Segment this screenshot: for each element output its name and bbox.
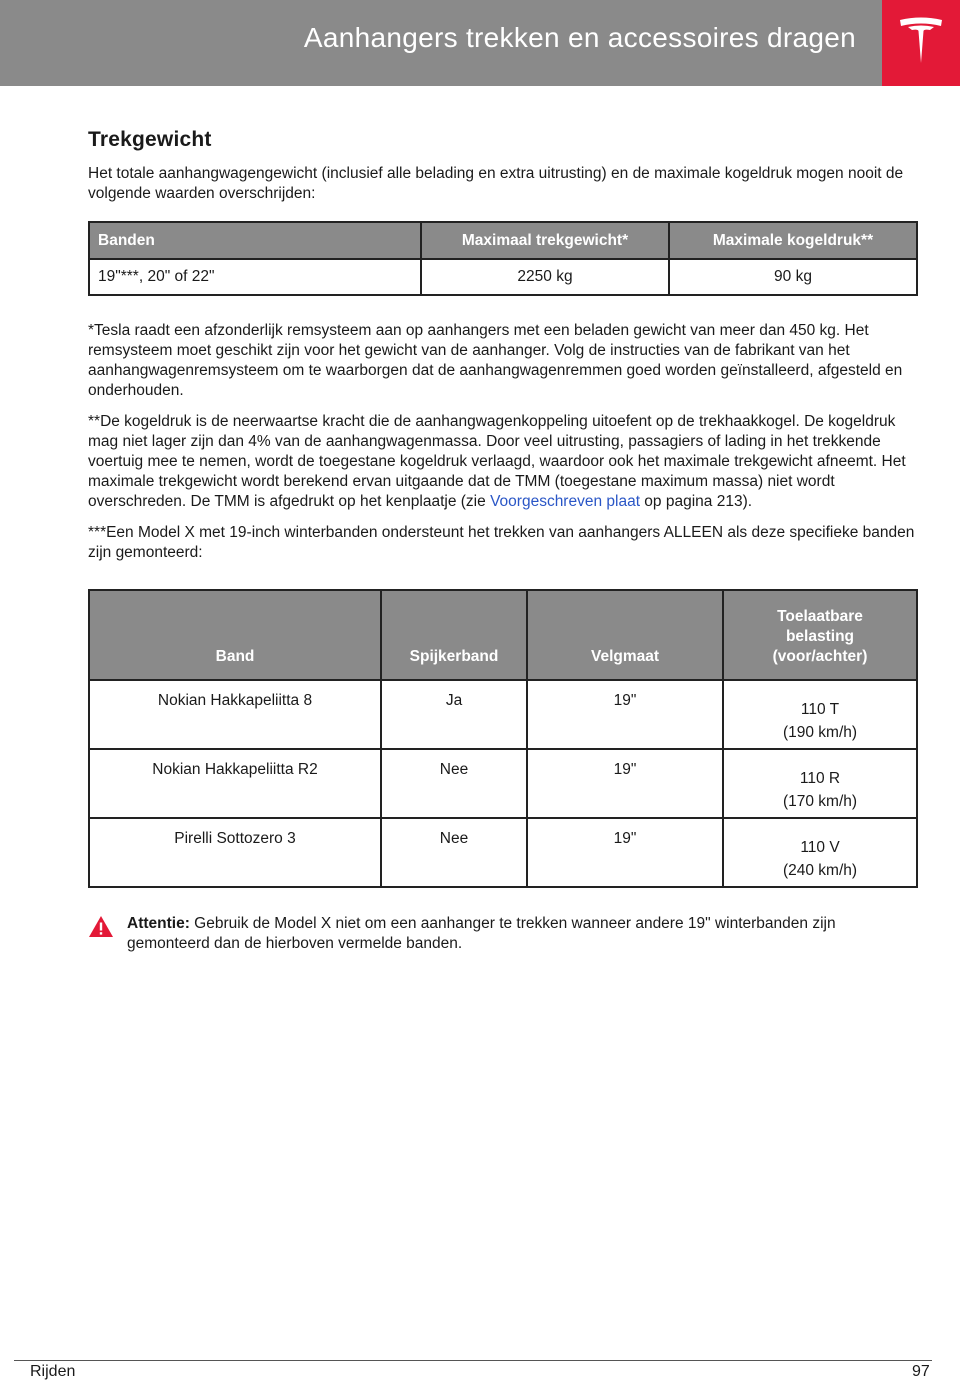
- table-row: [89, 749, 917, 818]
- table-row: [89, 818, 917, 887]
- warning-text: [127, 914, 918, 954]
- footnote-brake: *Tesla raadt een afzonderlijk remsysteem aan op aanhangers met een beladen gewicht van meer dan 450 kg. Het remsysteem moet geschikt zijn voor het gewicht van de aanhanger. Volg de instructies van de fabrikant van het aanhangwagenremsysteem om te waarborgen dat de aanhangwagenremmen goed worden geïnstalleerd, afgesteld en onderhouden.: [88, 322, 903, 399]
- table-cell: 19"***, 20" of 22": [89, 259, 421, 295]
- column-header-velgmaat: Velgmaat: [527, 590, 723, 680]
- warning-body: Gebruik de Model X niet om een aanhanger te trekken wanneer andere 19" winterbanden zijn gemonteerd dan de hierboven vermelde banden.: [127, 915, 836, 952]
- load-index: 110 V: [800, 839, 840, 856]
- speed-rating: (170 km/h): [782, 793, 858, 810]
- table-cell-stud: Nee: [381, 818, 527, 887]
- table-cell: 2250 kg: [421, 259, 669, 295]
- footnote-text: **De kogeldruk is de neerwaartse kracht die de aanhangwagenkoppeling uitoefent op de trekhaakkogel. De kogeldruk mag niet lager zijn dan 4% van de aanhangwagenmassa. Door veel uitrusting, passagiers of lading in het trekkende voertuig mee te nemen, wordt de toegestane kogeldruk verlaagd, waardoor ook het maximale trekgewicht afneemt. Het maximale trekgewicht wordt berekend ervan uitgaande dat de TMM (toegestane maximum massa) niet wordt overschreden. De TMM is afgedrukt op het kenplaatje (zie: [88, 413, 906, 510]
- footnote-winter-tires: ***Een Model X met 19-inch winterbanden ondersteunt het trekken van aanhangers ALLEEN als deze specifieke banden zijn gemonteerd:: [88, 524, 915, 561]
- warning-notice: [88, 914, 918, 954]
- table-row: [89, 680, 917, 749]
- warning-triangle-icon: [88, 915, 114, 938]
- column-header-max-kogeldruk: Maximale kogeldruk**: [669, 222, 917, 259]
- header-line: belasting: [785, 628, 855, 645]
- link-voorgeschreven-plaat[interactable]: Voorgeschreven plaat: [490, 493, 640, 510]
- table-header-row: [89, 222, 917, 259]
- header-title: Aanhangers trekken en accessoires dragen: [303, 22, 856, 53]
- load-index: 110 R: [799, 770, 841, 787]
- table-cell-rim: 19": [527, 680, 723, 749]
- main-content: [88, 128, 918, 954]
- footer-section-name: Rijden: [30, 1363, 76, 1380]
- table-cell-load: [723, 680, 917, 749]
- intro-paragraph: Het totale aanhangwagengewicht (inclusief alle belading en extra uitrusting) en de maximale kogeldruk mogen nooit de volgende waarden overschrijden:: [88, 165, 904, 202]
- header-line: (voor/achter): [772, 648, 868, 665]
- table-cell-rim: 19": [527, 818, 723, 887]
- table-cell-load: [723, 818, 917, 887]
- winter-tires-table: [88, 589, 918, 888]
- warning-label: Attentie:: [127, 915, 190, 932]
- table-row: [89, 259, 917, 295]
- column-header-spijkerband: Spijkerband: [381, 590, 527, 680]
- column-header-belasting: [723, 590, 917, 680]
- tesla-logo-icon: [897, 16, 945, 66]
- speed-rating: (240 km/h): [782, 862, 858, 879]
- column-header-banden: Banden: [89, 222, 421, 259]
- table-cell-stud: Nee: [381, 749, 527, 818]
- table-cell-stud: Ja: [381, 680, 527, 749]
- page-number: 97: [912, 1363, 930, 1380]
- column-header-max-trekgewicht: Maximaal trekgewicht*: [421, 222, 669, 259]
- table-cell-rim: 19": [527, 749, 723, 818]
- table-cell-band: Pirelli Sottozero 3: [89, 818, 381, 887]
- table-cell: 90 kg: [669, 259, 917, 295]
- table-cell-band: Nokian Hakkapeliitta 8: [89, 680, 381, 749]
- header-line: Toelaatbare: [777, 608, 863, 625]
- footnote-tongue-weight: [88, 412, 918, 512]
- footer-divider: [14, 1360, 932, 1361]
- section-title: Trekgewicht: [88, 128, 212, 151]
- load-index: 110 T: [800, 701, 840, 718]
- table-cell-load: [723, 749, 917, 818]
- speed-rating: (190 km/h): [782, 724, 858, 741]
- table-header-row: [89, 590, 917, 680]
- tesla-logo: [882, 0, 960, 86]
- page-header: [0, 0, 960, 86]
- table-cell-band: Nokian Hakkapeliitta R2: [89, 749, 381, 818]
- towing-weight-table: [88, 221, 918, 296]
- footnotes: [88, 321, 918, 563]
- footnote-suffix: op pagina 213).: [640, 493, 753, 510]
- column-header-band: Band: [89, 590, 381, 680]
